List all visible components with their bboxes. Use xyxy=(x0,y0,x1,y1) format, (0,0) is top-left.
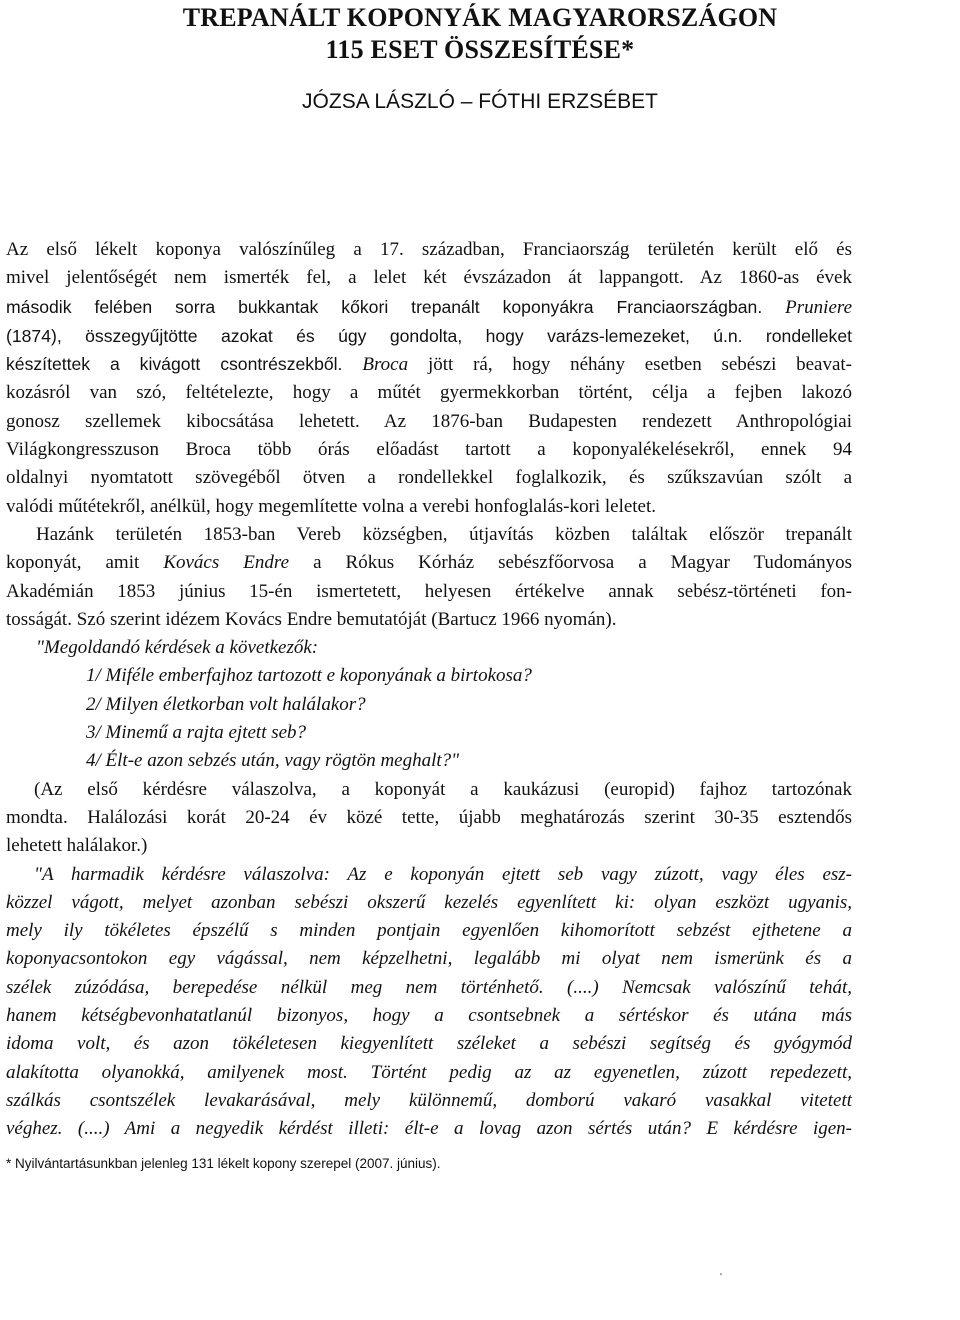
text-line: (1874), összegyűjtötte azokat és úgy gondolta, hogy varázs-lemezeket, ú.n. rondelleket xyxy=(6,325,852,346)
text-line: Az első lékelt koponya valószínűleg a 17. században, Franciaország területén került elő és xyxy=(6,239,852,260)
text-run: koponyát, amit xyxy=(6,552,140,574)
text-line xyxy=(6,293,852,322)
text-line xyxy=(6,408,852,436)
text-line: Világkongresszuson Broca több órás előadást tartott a koponyalékelésekről, ennek 94 xyxy=(6,439,852,461)
author-name: Broca xyxy=(362,354,409,376)
question-item: 1/ Miféle emberfajhoz tartozott e koponyának a birtokosa? xyxy=(86,665,532,687)
quote-line: közzel vágott, melyet azonban sebészi okszerű kezelés egyenlített ki: olyan eszközt ugyanis, xyxy=(6,891,852,913)
authors: JÓZSA LÁSZLÓ – FÓTHI ERZSÉBET xyxy=(302,90,658,113)
quote-line: hanem kétségbevonhatatlanúl bizonyos, hogy a csontsebnek a sértéskor és utána más xyxy=(6,1005,852,1027)
quote-line: véghez. (....) Ami a negyedik kérdést illeti: élt-e a lovag azon sértés után? E kérdésre igen- xyxy=(6,1118,852,1140)
text-line: tosságát. Szó szerint idézem Kovács Endre bemutatóját (Bartucz 1966 nyomán). xyxy=(6,608,617,630)
text-line: Akadémián 1853 június 15-én ismertetett, helyesen értékelve annak sebész-történeti fon- xyxy=(6,580,852,602)
quote-line: alakította olyanokká, amilyenek most. Történt pedig az az egyenetlen, zúzott repedezett, xyxy=(6,1061,852,1083)
text-run: a Rókus Kórház sebészfőorvosa a Magyar Tudományos xyxy=(313,552,852,574)
question-item: 3/ Minemű a rajta ejtett seb? xyxy=(86,722,307,744)
author-name: Pruniere xyxy=(785,296,852,318)
title-line-2: 115 ESET ÖSSZESÍTÉSE* xyxy=(325,35,635,64)
article-body xyxy=(6,236,852,1144)
question-item: 4/ Élt-e azon sebzés után, vagy rögtön meghalt?" xyxy=(86,750,460,772)
text-line: kozásról van szó, feltételezte, hogy a műtét gyermekkorban történt, célja a fejben lakozó xyxy=(6,382,852,404)
text-run: jött rá, hogy néhány esetben sebészi beavat- xyxy=(428,354,852,376)
quote-line: "A harmadik kérdésre válaszolva: Az e koponyán ejtett seb vagy zúzott, vagy éles esz- xyxy=(34,863,852,885)
quote-line: szálkás csontszélek levakarásával, mely különnemű, domború vakaró vasakkal vitetett xyxy=(6,1089,852,1111)
author-name: Kovács Endre xyxy=(163,552,290,574)
text-line: mondta. Halálozási korát 20-24 év közé tette, újabb meghatározás szerint 30-35 esztendős xyxy=(6,806,852,828)
quote-line: szélek zúzódása, berepedése nélkül meg nem történhető. (....) Nemcsak valószínű tehát, xyxy=(6,976,852,998)
text-line: lehetett halálakor.) xyxy=(6,835,148,857)
text-line: Hazánk területén 1853-ban Vereb községben, útjavítás közben találtak először trepanált xyxy=(36,523,852,545)
quote-line: "Megoldandó kérdések a következők: xyxy=(36,637,319,659)
text-line: oldalnyi nyomtatott szövegéből ötven a rondellekkel foglalkozik, és szűkszavúan szólt a xyxy=(6,467,852,489)
text-line: valódi műtétekről, anélkül, hogy megemlítette volna a verebi honfoglalás-kori leletet. xyxy=(6,495,657,517)
quote-line: mely ily tökéletes épszélű s minden pontjain egyenlően kihomorított sebzést ejthetene a xyxy=(6,920,852,942)
text-run: gonosz szellemek kibocsátása lehetett. xyxy=(6,410,360,432)
text-run: készítettek a kivágott csontrészekből. xyxy=(6,354,343,375)
text-line xyxy=(6,549,852,577)
quote-line: koponyacsontokon egy vágással, nem képzelhetni, legalább mi olyat nem ismerünk és a xyxy=(6,948,852,970)
text-line: (Az első kérdésre válaszolva, a koponyát a kaukázusi (europid) fajhoz tartozónak xyxy=(34,778,852,800)
text-run: második felében sorra bukkantak kőkori trepanált koponyákra Franciaországban. xyxy=(6,296,763,317)
text-line xyxy=(6,350,852,379)
footnote: * Nyilvántartásunkban jelenleg 131 lékelt kopony szerepel (2007. június). xyxy=(6,1156,441,1171)
question-item: 2/ Milyen életkorban volt halálakor? xyxy=(86,693,366,715)
title-line-1: TREPANÁLT KOPONYÁK MAGYARORSZÁGON xyxy=(182,3,778,32)
text-run: Az 1876-ban Budapesten rendezett Anthropológiai xyxy=(383,410,852,432)
quote-line: idoma volt, és azon tökéletesen kiegyenlített széleket a sebészi segítség és gyógymód xyxy=(6,1033,852,1055)
text-line: mivel jelentőségét nem ismerték fel, a lelet két évszázadon át lappangott. Az 1860-as évek xyxy=(6,267,852,289)
scan-speck: ' xyxy=(720,1272,722,1283)
